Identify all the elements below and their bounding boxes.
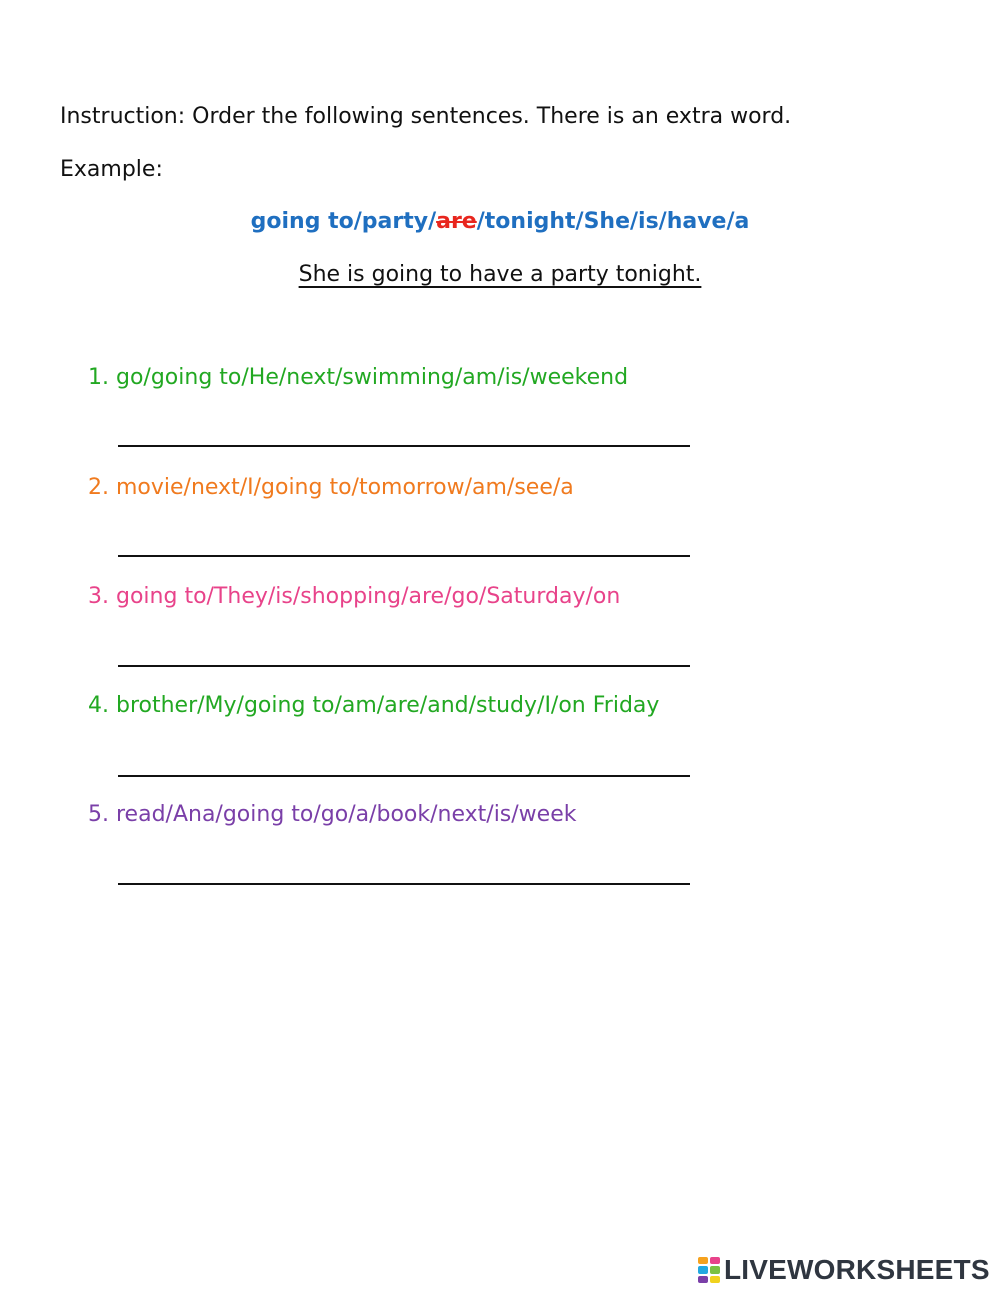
logo-text: LIVEWORKSHEETS bbox=[724, 1254, 990, 1285]
item-words: going to/They/is/shopping/are/go/Saturday/on bbox=[116, 584, 621, 609]
item-number: 5. bbox=[88, 802, 109, 827]
answer-line-1[interactable] bbox=[118, 445, 690, 447]
item-words: brother/My/going to/am/are/and/study/I/on Friday bbox=[116, 693, 660, 718]
logo-blocks-icon bbox=[698, 1257, 720, 1283]
exercise-item-1 bbox=[88, 365, 628, 390]
example-scrambled-words bbox=[0, 209, 1000, 234]
item-words: go/going to/He/next/swimming/am/is/weekend bbox=[116, 365, 629, 390]
item-number: 4. bbox=[88, 693, 109, 718]
item-words: read/Ana/going to/go/a/book/next/is/week bbox=[116, 802, 577, 827]
example-words-after: /tonight/She/is/have/a bbox=[476, 209, 750, 234]
example-answer: She is going to have a party tonight. bbox=[298, 262, 702, 287]
exercise-item-4 bbox=[88, 693, 659, 718]
item-words: movie/next/I/going to/tomorrow/am/see/a bbox=[116, 475, 574, 500]
answer-line-2[interactable] bbox=[118, 555, 690, 557]
item-number: 1. bbox=[88, 365, 109, 390]
liveworksheets-logo bbox=[698, 1254, 990, 1286]
example-words-before: going to/party/ bbox=[250, 209, 437, 234]
exercise-item-5 bbox=[88, 802, 577, 827]
exercise-item-2 bbox=[88, 475, 574, 500]
exercise-item-3 bbox=[88, 584, 620, 609]
answer-line-5[interactable] bbox=[118, 883, 690, 885]
item-number: 3. bbox=[88, 584, 109, 609]
answer-line-3[interactable] bbox=[118, 665, 690, 667]
answer-line-4[interactable] bbox=[118, 775, 690, 777]
item-number: 2. bbox=[88, 475, 109, 500]
instruction-text: Instruction: Order the following sentences. There is an extra word. bbox=[60, 104, 792, 129]
example-extra-word: are bbox=[436, 209, 477, 234]
example-label: Example: bbox=[60, 157, 163, 182]
